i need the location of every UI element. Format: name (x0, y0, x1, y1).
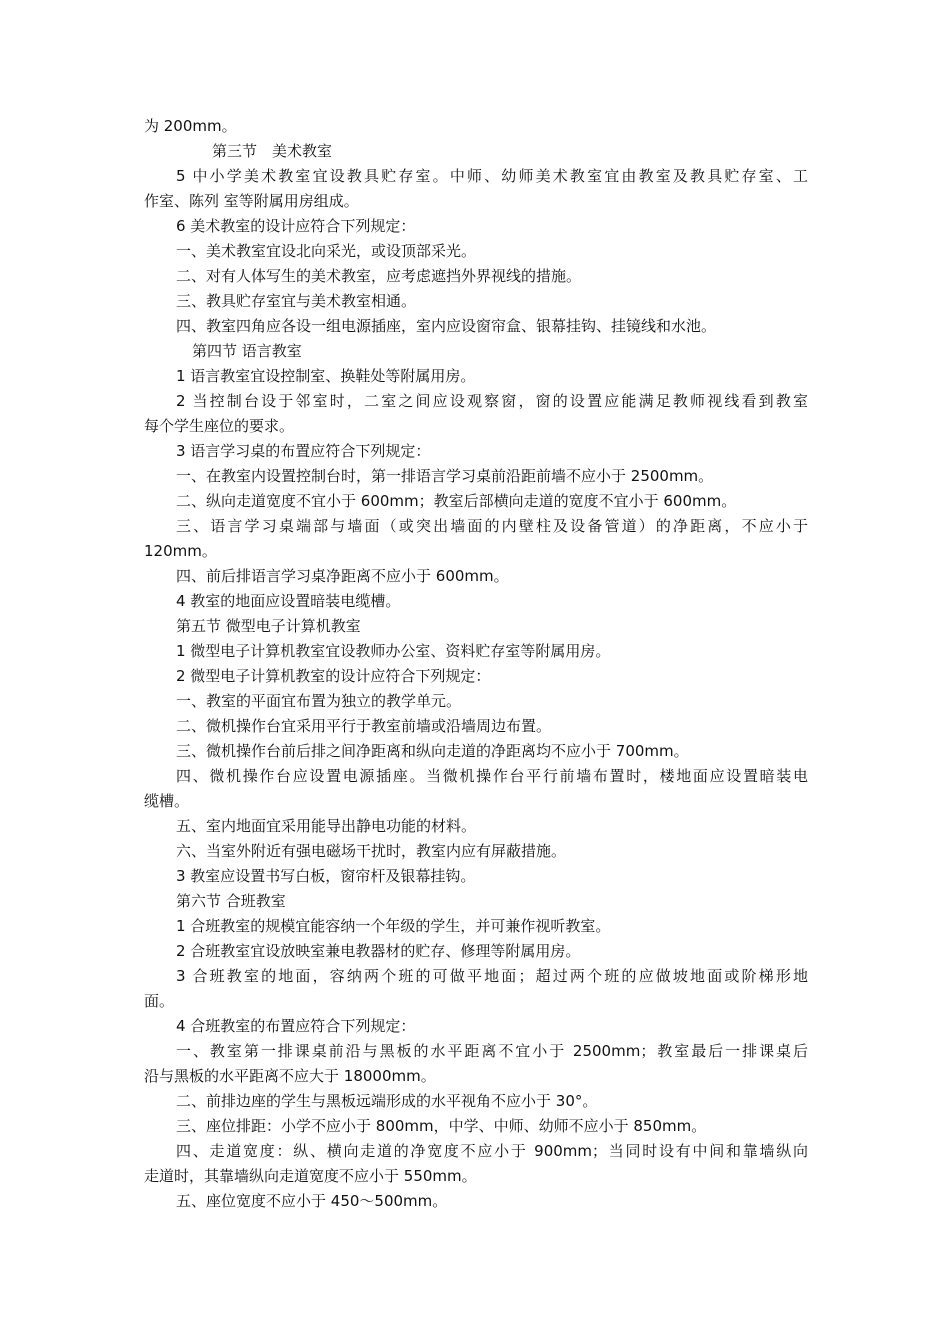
text-line: 四、走道宽度：纵、横向走道的净宽度不应小于 900mm；当同时设有中间和靠墙纵向 (176, 1142, 808, 1160)
text-line: 4 合班教室的布置应符合下列规定： (176, 1017, 416, 1035)
text-line: 三、教具贮存室宜与美术教室相通。 (176, 292, 417, 310)
text-line: 三、座位排距：小学不应小于 800mm，中学、中师、幼师不应小于 850mm。 (176, 1117, 707, 1135)
text-line: 五、座位宽度不应小于 450～500mm。 (176, 1192, 448, 1210)
text-line: 二、对有人体写生的美术教室，应考虑遮挡外界视线的措施。 (176, 267, 582, 285)
text-line: 1 合班教室的规模宜能容纳一个年级的学生，并可兼作视听教室。 (176, 917, 611, 935)
text-line: 四、微机操作台应设置电源插座。当微机操作台平行前墙布置时，楼地面应设置暗装电 (176, 767, 808, 785)
text-line: 3 语言学习桌的布置应符合下列规定： (176, 442, 431, 460)
text-line: 作室、陈列 室等附属用房组成。 (144, 192, 359, 210)
text-line: 4 教室的地面应设置暗装电缆槽。 (176, 592, 401, 610)
text-line: 四、教室四角应各设一组电源插座，室内应设窗帘盒、银幕挂钩、挂镜线和水池。 (176, 317, 717, 335)
text-line: 2 微型电子计算机教室的设计应符合下列规定： (176, 667, 491, 685)
text-line: 5 中小学美术教室宜设教具贮存室。中师、幼师美术教室宜由教室及教具贮存室、工 (176, 167, 808, 185)
text-line: 6 美术教室的设计应符合下列规定： (176, 217, 416, 235)
text-line: 沿与黑板的水平距离不应大于 18000mm。 (144, 1067, 436, 1085)
text-line: 面。 (144, 992, 175, 1010)
text-line: 2 合班教室宜设放映室兼电教器材的贮存、修理等附属用房。 (176, 942, 581, 960)
text-line: 一、教室的平面宜布置为独立的教学单元。 (176, 692, 462, 710)
text-line: 六、当室外附近有强电磁场干扰时，教室内应有屏蔽措施。 (176, 842, 567, 860)
text-line: 四、前后排语言学习桌净距离不应小于 600mm。 (176, 567, 509, 585)
text-line: 3 合班教室的地面，容纳两个班的可做平地面；超过两个班的应做坡地面或阶梯形地 (176, 967, 808, 985)
section-heading: 第六节 合班教室 (176, 892, 286, 910)
text-line: 五、室内地面宜采用能导出静电功能的材料。 (176, 817, 477, 835)
text-line: 走道时，其靠墙纵向走道宽度不应小于 550mm。 (144, 1167, 477, 1185)
text-line: 二、纵向走道宽度不宜小于 600mm；教室后部横向走道的宽度不宜小于 600mm。 (176, 492, 737, 510)
text-line: 一、在教室内设置控制台时，第一排语言学习桌前沿距前墙不应小于 2500mm。 (176, 467, 714, 485)
document-body (144, 114, 808, 1214)
text-line: 一、教室第一排课桌前沿与黑板的水平距离不宜小于 2500mm；教室最后一排课桌后 (176, 1042, 808, 1060)
text-line: 1 语言教室宜设控制室、换鞋处等附属用房。 (176, 367, 476, 385)
text-line: 每个学生座位的要求。 (144, 417, 295, 435)
text-line: 二、前排边座的学生与黑板远端形成的水平视角不应小于 30°。 (176, 1092, 598, 1110)
text-line: 三、微机操作台前后排之间净距离和纵向走道的净距离均不应小于 700mm。 (176, 742, 689, 760)
text-line: 缆槽。 (144, 792, 190, 810)
text-line: 120mm。 (144, 542, 217, 560)
text-line: 为 200mm。 (144, 117, 237, 135)
section-heading: 第三节 美术教室 (212, 142, 333, 160)
text-line: 3 教室应设置书写白板，窗帘杆及银幕挂钩。 (176, 867, 476, 885)
text-line: 一、美术教室宜设北向采光，或设顶部采光。 (176, 242, 477, 260)
text-line: 2 当控制台设于邻室时，二室之间应设观察窗，窗的设置应能满足教师视线看到教室 (176, 392, 808, 410)
text-line: 三、语言学习桌端部与墙面（或突出墙面的内壁柱及设备管道）的净距离，不应小于 (176, 517, 808, 535)
text-line: 1 微型电子计算机教室宜设教师办公室、资料贮存室等附属用房。 (176, 642, 611, 660)
section-heading: 第五节 微型电子计算机教室 (176, 617, 361, 635)
text-line: 二、微机操作台宜采用平行于教室前墙或沿墙周边布置。 (176, 717, 552, 735)
section-heading: 第四节 语言教室 (192, 342, 302, 360)
